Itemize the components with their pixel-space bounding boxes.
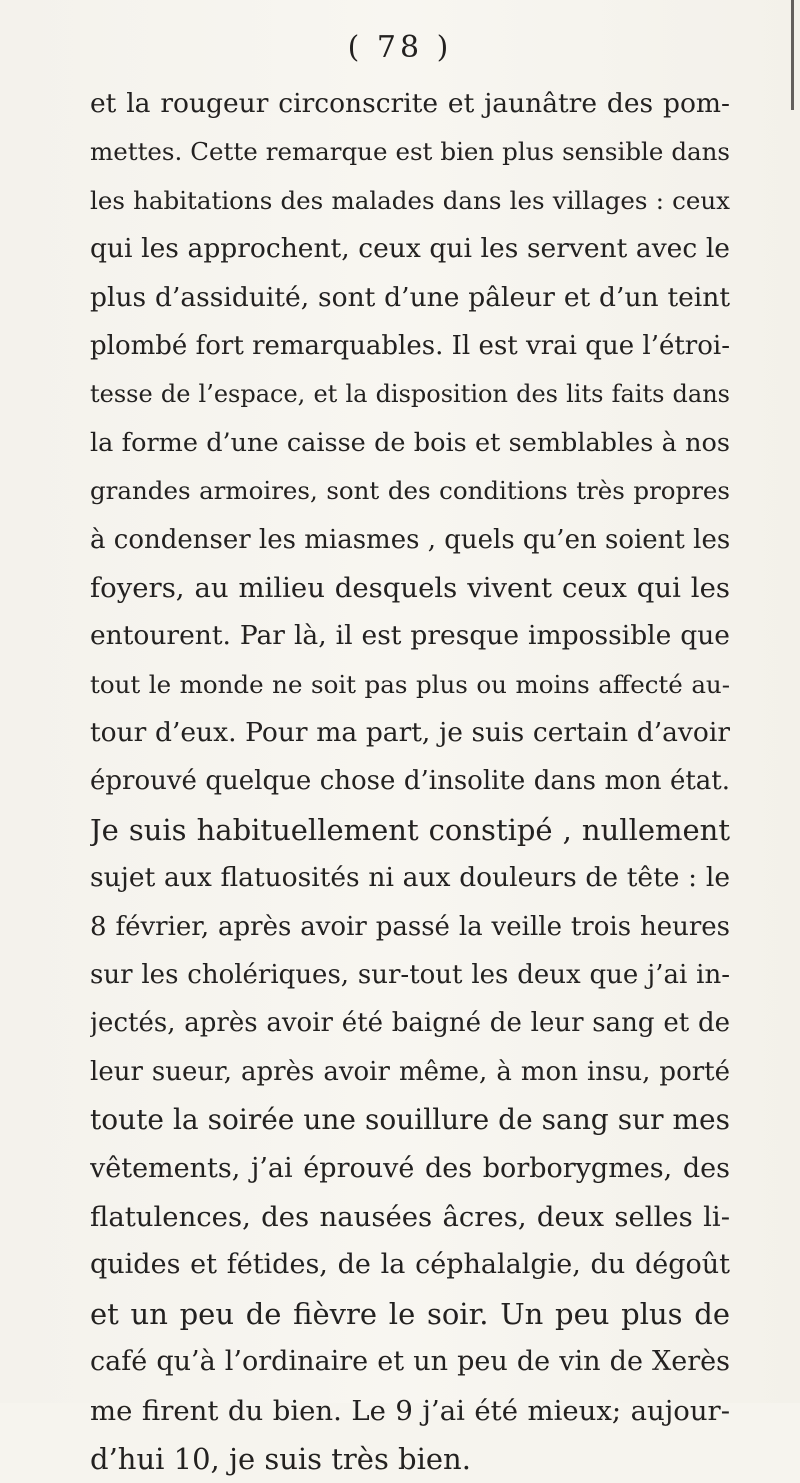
text-line: entourent. Par là, il est presque impossible que <box>90 620 730 652</box>
body-text <box>90 80 730 1483</box>
text-line: jectés, après avoir été baigné de leur sang et de <box>90 1008 730 1039</box>
text-line: sur les cholériques, sur-tout les deux que j’ai in- <box>90 960 730 991</box>
text-line: me firent du bien. Le 9 j’ai été mieux; aujour- <box>90 1394 730 1427</box>
text-line: à condenser les miasmes , quels qu’en soient les <box>90 524 730 555</box>
text-line: d’hui 10, je suis très bien. <box>90 1441 471 1476</box>
text-line: plus d’assiduité, sont d’une pâleur et d’un teint <box>90 281 730 313</box>
text-line: vêtements, j’ai éprouvé des borborygmes, des <box>90 1152 730 1184</box>
text-line: sujet aux flatuosités ni aux douleurs de tête : le <box>90 862 730 894</box>
text-line: les habitations des malades dans les villages : ceux <box>90 185 730 215</box>
text-line: plombé fort remarquables. Il est vrai que l’étroi- <box>90 330 730 361</box>
text-line: la forme d’une caisse de bois et semblables à nos <box>90 427 730 458</box>
text-line: 8 février, après avoir passé la veille trois heures <box>90 911 730 942</box>
text-line: flatulences, des nausées âcres, deux selles li- <box>90 1200 730 1233</box>
text-line: Je suis habituellement constipé , nullement <box>90 812 730 847</box>
text-line: tesse de l’espace, et la disposition des lits faits dans <box>90 380 730 409</box>
text-line: café qu’à l’ordinaire et un peu de vin de Xerès <box>90 1346 730 1378</box>
text-line: tout le monde ne soit pas plus ou moins affecté au- <box>90 669 730 699</box>
text-line: et la rougeur circonscrite et jaunâtre des pom- <box>90 88 730 119</box>
text-line: foyers, au milieu desquels vivent ceux qui les <box>90 571 730 604</box>
text-line: qui les approchent, ceux qui les servent avec le <box>90 233 730 265</box>
text-line: leur sueur, après avoir même, à mon insu, porté <box>90 1056 730 1087</box>
text-line: mettes. Cette remarque est bien plus sensible dans <box>90 137 730 167</box>
text-line: tour d’eux. Pour ma part, je suis certain d’avoir <box>90 717 730 749</box>
page-number: ( 78 ) <box>347 30 453 65</box>
text-line: grandes armoires, sont des conditions très propres <box>90 476 730 506</box>
text-line: toute la soirée une souillure de sang sur mes <box>90 1103 730 1137</box>
text-line: éprouvé quelque chose d’insolite dans mon état. <box>90 766 730 797</box>
text-line: quides et fétides, de la céphalalgie, du dégoût <box>90 1249 730 1281</box>
text-line: et un peu de fièvre le soir. Un peu plus de <box>90 1296 730 1331</box>
